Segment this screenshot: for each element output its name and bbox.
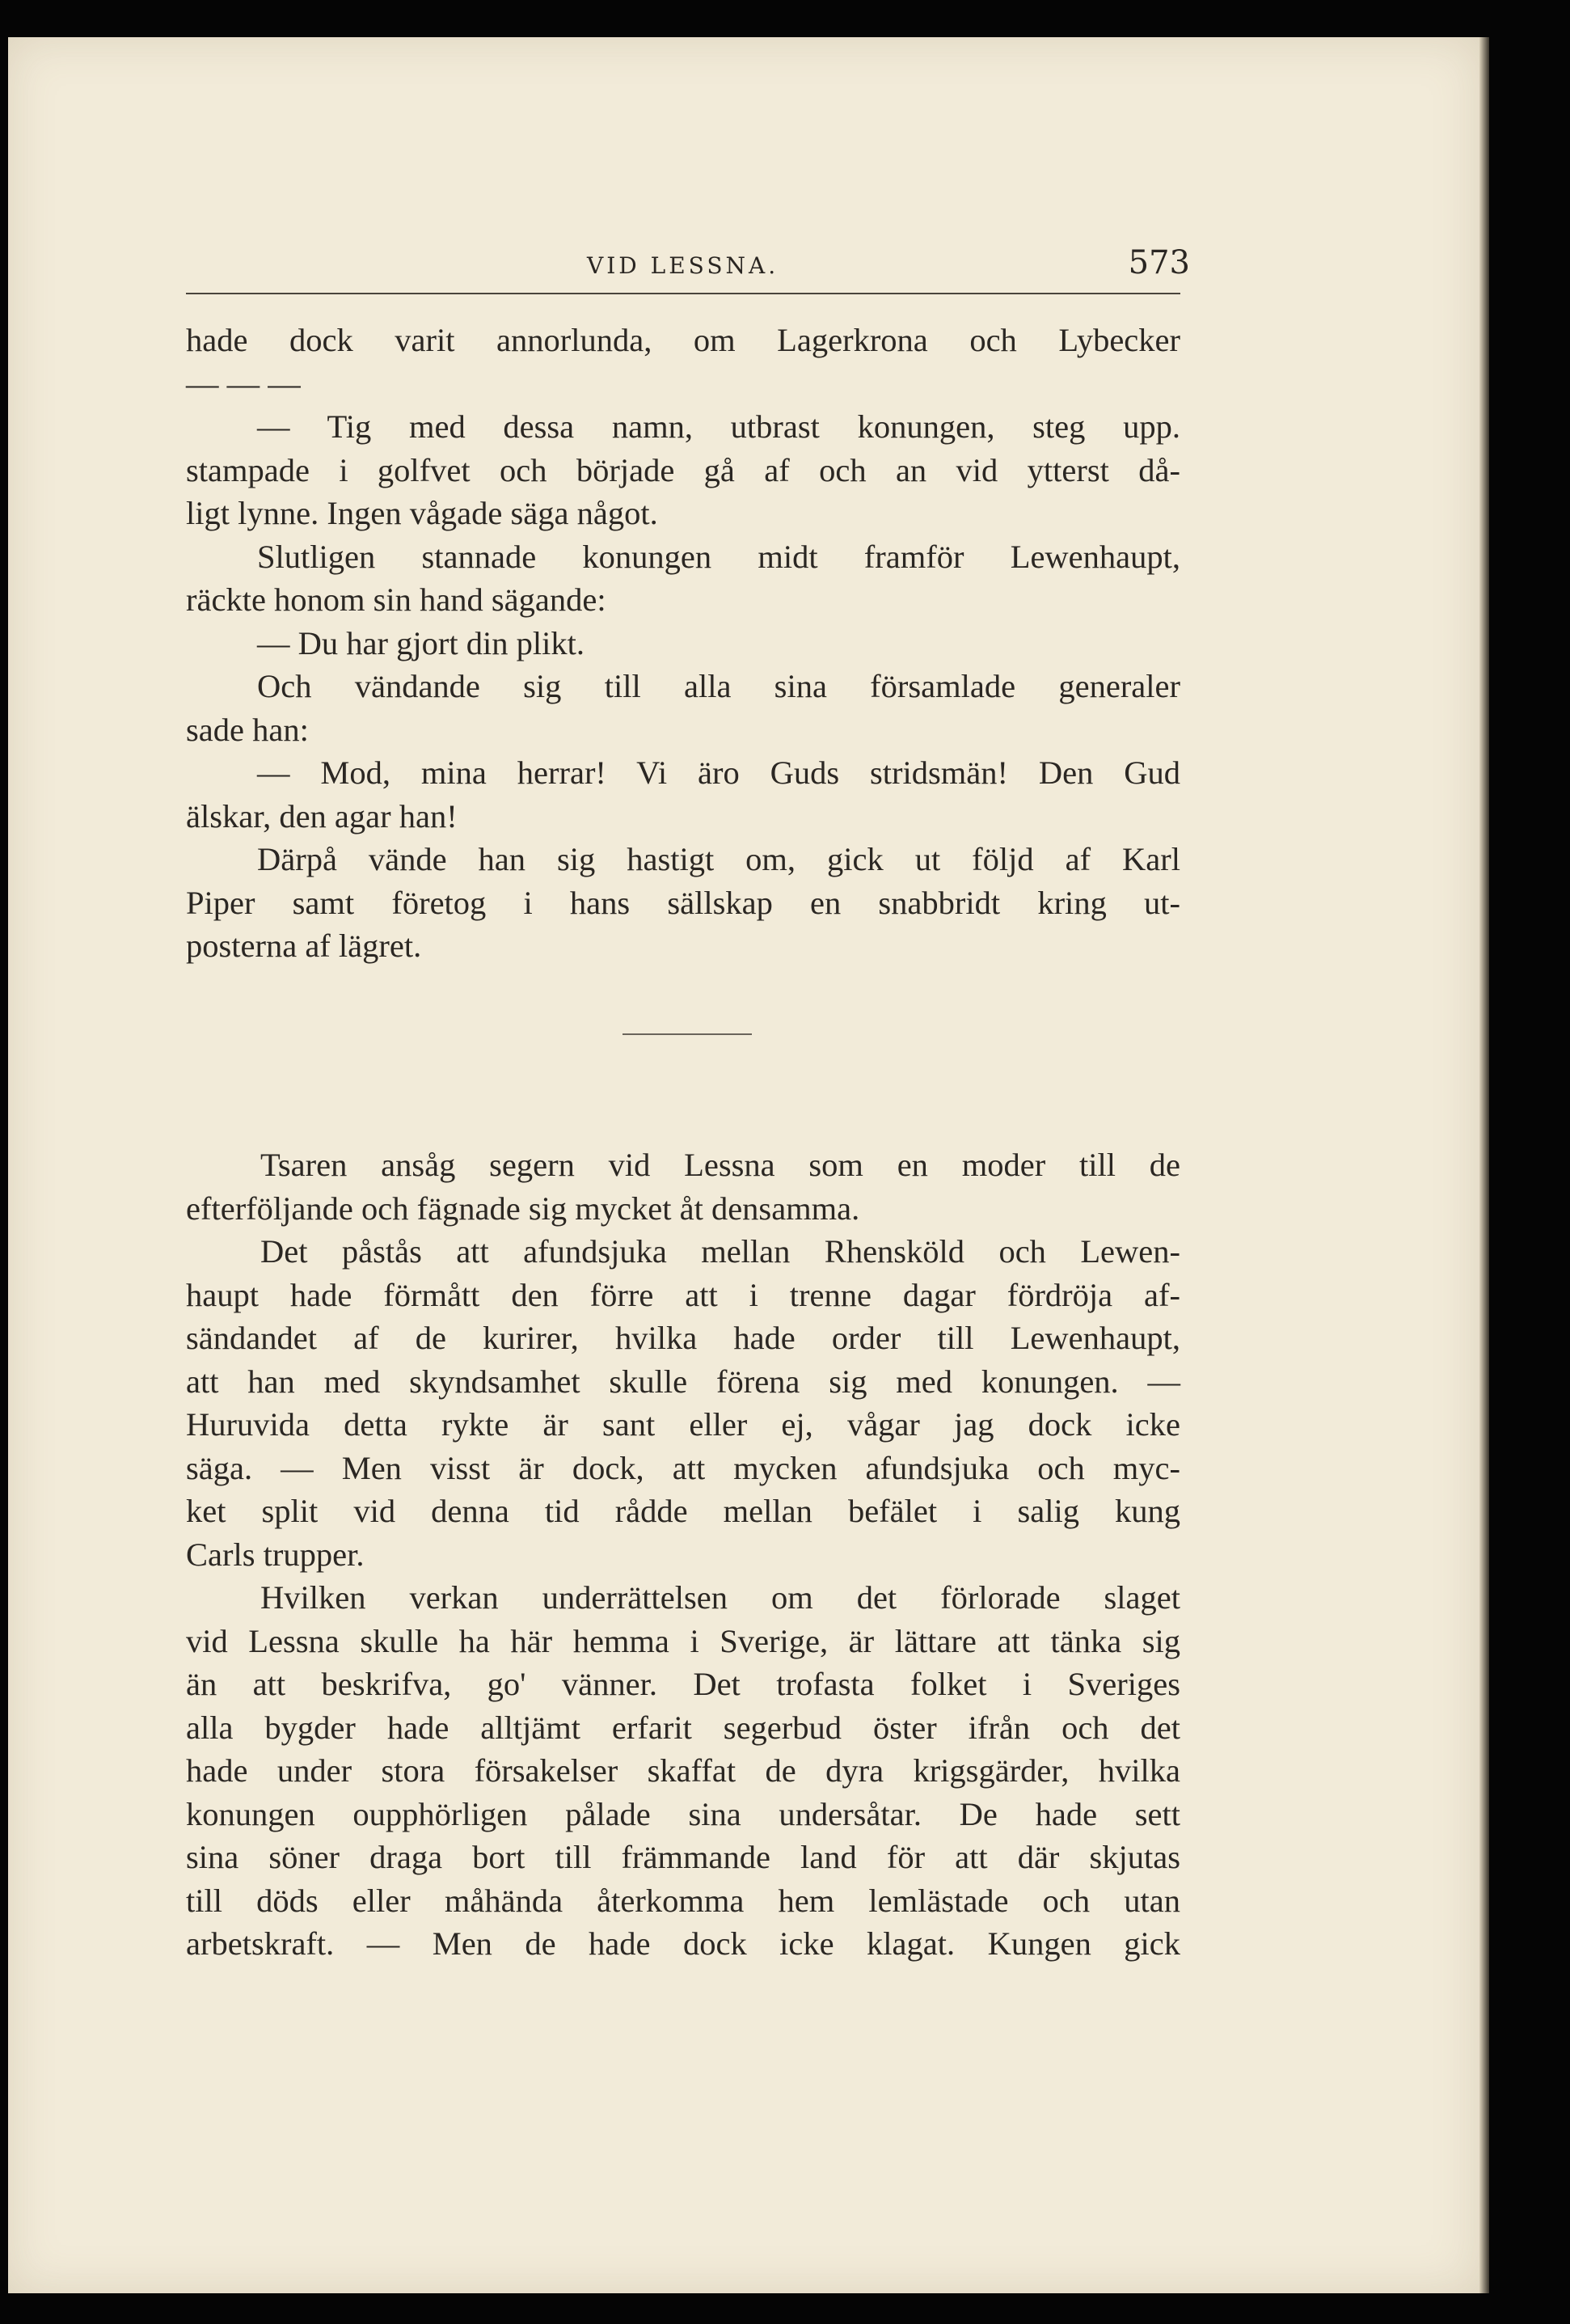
text-line: än att beskrifva, go' vänner. Det trofasta folket i Sveriges: [186, 1666, 1180, 1702]
text-line: Det påstås att afundsjuka mellan Rhensköld och Lewen-: [260, 1233, 1180, 1270]
text-line: sade han:: [186, 711, 309, 748]
text-line: Piper samt företog i hans sällskap en snabbridt kring ut-: [186, 884, 1180, 921]
text-line: konungen oupphörligen pålade sina undersåtar. De hade sett: [186, 1795, 1180, 1832]
text-line: alla bygder hade alltjämt erfarit segerbud öster ifrån och det: [186, 1709, 1180, 1746]
text-line: hade dock varit annorlunda, om Lagerkrona och Lybecker: [186, 322, 1180, 358]
text-line: ligt lynne. Ingen vågade säga något.: [186, 495, 658, 531]
section-divider: [623, 1033, 752, 1035]
text-line: Därpå vände han sig hastigt om, gick ut följd af Karl: [257, 841, 1180, 877]
text-line: stampade i golfvet och började gå af och an vid ytterst då-: [186, 451, 1180, 488]
text-line: Slutligen stannade konungen midt framför Lewenhaupt,: [257, 538, 1180, 575]
text-line: — Tig med dessa namn, utbrast konungen, steg upp.: [257, 408, 1180, 445]
text-line: — Mod, mina herrar! Vi äro Guds stridsmän! Den Gud: [257, 754, 1180, 791]
text-block-2: [186, 1143, 1180, 1966]
text-line: Carls trupper.: [186, 1536, 365, 1573]
text-line: sändandet af de kurirer, hvilka hade order till Lewenhaupt,: [186, 1320, 1180, 1356]
text-line: Och vändande sig till alla sina församlade generaler: [257, 668, 1180, 704]
text-block-1: [186, 319, 1180, 968]
running-head-title: VID LESSNA.: [587, 252, 779, 279]
text-line: Hvilken verkan underrättelsen om det förlorade slaget: [260, 1579, 1180, 1616]
header-rule: [186, 293, 1180, 294]
page-number: 573: [1128, 244, 1190, 281]
text-line: till döds eller måhända återkomma hem lemlästade och utan: [186, 1882, 1180, 1919]
page-edge: [1479, 37, 1489, 2293]
text-line: älskar, den agar han!: [186, 797, 458, 835]
text-line: haupt hade förmått den förre att i trenne dagar fördröja af-: [186, 1276, 1180, 1313]
text-line: posterna af lägret.: [186, 927, 422, 964]
running-head: [186, 244, 1190, 296]
text-line: att han med skyndsamhet skulle förena sig med konungen. —: [186, 1363, 1180, 1400]
text-line: arbetskraft. — Men de hade dock icke klagat. Kungen gick: [186, 1925, 1180, 1962]
text-line: — — —: [186, 365, 301, 402]
text-line: ket split vid denna tid rådde mellan befälet i salig kung: [186, 1493, 1180, 1529]
text-line: sina söner draga bort till främmande land för att där skjutas: [186, 1839, 1180, 1875]
text-line: Tsaren ansåg segern vid Lessna som en moder till de: [260, 1147, 1180, 1183]
text-line: räckte honom sin hand sägande:: [186, 581, 606, 618]
text-line: — Du har gjort din plikt.: [257, 624, 585, 661]
text-line: hade under stora försakelser skaffat de dyra krigsgärder, hvilka: [186, 1752, 1180, 1789]
text-line: säga. — Men visst är dock, att mycken afundsjuka och myc-: [186, 1449, 1180, 1486]
text-line: Huruvida detta rykte är sant eller ej, vågar jag dock icke: [186, 1406, 1180, 1443]
text-line: vid Lessna skulle ha här hemma i Sverige, är lättare att tänka sig: [186, 1622, 1180, 1659]
text-line: efterföljande och fägnade sig mycket åt densamma.: [186, 1189, 860, 1227]
